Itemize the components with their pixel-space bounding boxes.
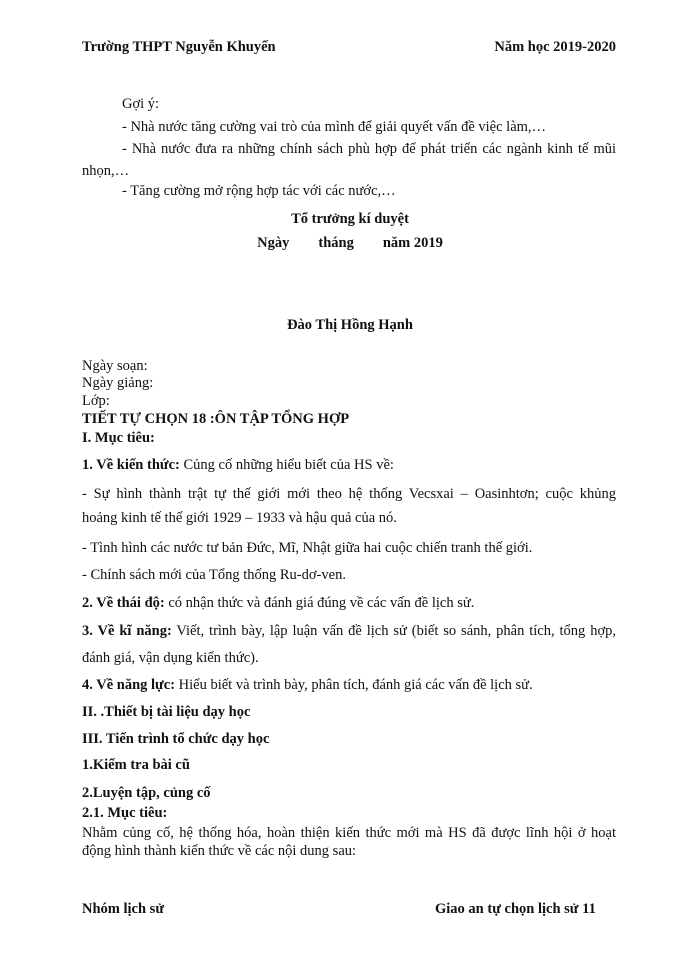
- paragraph-cont: động hình thành kiến thức về các nội dung sau:: [82, 843, 357, 859]
- attitude-label: 2. Về thái độ:: [82, 595, 165, 611]
- hint-item-cont: nhọn,…: [82, 163, 130, 179]
- date-taught: Ngày giảng:: [82, 375, 154, 391]
- school-year: Năm học 2019-2020: [494, 39, 616, 55]
- lesson-title: TIẾT TỰ CHỌN 18 :ÔN TẬP TỔNG HỢP: [82, 411, 350, 427]
- approval-date: Ngày tháng năm 2019: [257, 235, 443, 251]
- subsection-objective: 2.1. Mục tiêu:: [82, 805, 168, 821]
- knowledge-label: 1. Về kiến thức:: [82, 457, 180, 473]
- section-equipment: II. .Thiết bị tài liệu dạy học: [82, 704, 251, 720]
- hint-title: Gợi ý:: [122, 96, 160, 112]
- skills-label: 3. Về kĩ năng:: [82, 623, 172, 639]
- school-name: Trường THPT Nguyễn Khuyến: [82, 39, 276, 55]
- section-process: III. Tiến trình tổ chức dạy học: [82, 731, 270, 747]
- hint-item: - Nhà nước tăng cường vai trò của mình để giải quyết vấn đề việc làm,…: [122, 119, 547, 135]
- date-prepared: Ngày soạn:: [82, 358, 148, 374]
- hint-item: - Tăng cường mở rộng hợp tác với các nước,…: [122, 183, 396, 199]
- paragraph: Nhằm củng cố, hệ thống hóa, hoàn thiện kiến thức mới mà HS đã được lĩnh hội ở hoạt: [82, 825, 616, 841]
- subsection-practice: 2.Luyện tập, củng cố: [82, 785, 211, 801]
- knowledge-item-cont: hoảng kinh tế thế giới 1929 – 1933 và hậu quả của nó.: [82, 510, 397, 526]
- footer: [82, 900, 616, 918]
- footer-group: Nhóm lịch sử: [82, 901, 165, 917]
- header: [82, 38, 616, 56]
- skills-text: Viết, trình bày, lập luận vấn đề lịch sử (biết so sánh, phân tích, tổng hợp,: [171, 623, 616, 639]
- competency-label: 4. Về năng lực:: [82, 677, 176, 693]
- class-label: Lớp:: [82, 393, 110, 409]
- knowledge-item: - Sự hình thành trật tự thế giới mới theo hệ thống Vecsxai – Oasinhtơn; cuộc khủng: [82, 486, 616, 502]
- attitude-line: [82, 594, 616, 612]
- approval-title: Tổ trưởng kí duyệt: [291, 211, 409, 227]
- hint-item: - Nhà nước đưa ra những chính sách phù hợp để phát triển các ngành kinh tế mũi: [122, 141, 616, 157]
- section-objectives: I. Mục tiêu:: [82, 430, 155, 446]
- skills-line: [82, 622, 616, 640]
- skills-text-cont: đánh giá, vận dụng kiến thức).: [82, 650, 259, 666]
- competency-line: [82, 676, 616, 694]
- knowledge-item: - Tình hình các nước tư bản Đức, Mĩ, Nhật giữa hai cuộc chiến tranh thế giới.: [82, 540, 533, 556]
- attitude-text: có nhận thức và đánh giá đúng về các vấn đề lịch sử.: [164, 595, 475, 611]
- subsection-review: 1.Kiểm tra bài cũ: [82, 757, 190, 773]
- knowledge-text: Củng cố những hiểu biết của HS về:: [179, 457, 394, 473]
- competency-text: Hiểu biết và trình bày, phân tích, đánh giá các vấn đề lịch sử.: [175, 677, 533, 693]
- knowledge-line: [82, 456, 616, 474]
- approval-signer: Đào Thị Hồng Hạnh: [287, 317, 413, 333]
- footer-doc: Giao an tự chọn lịch sử 11: [435, 901, 596, 917]
- knowledge-item: - Chính sách mới của Tổng thống Ru-dơ-ven.: [82, 567, 346, 583]
